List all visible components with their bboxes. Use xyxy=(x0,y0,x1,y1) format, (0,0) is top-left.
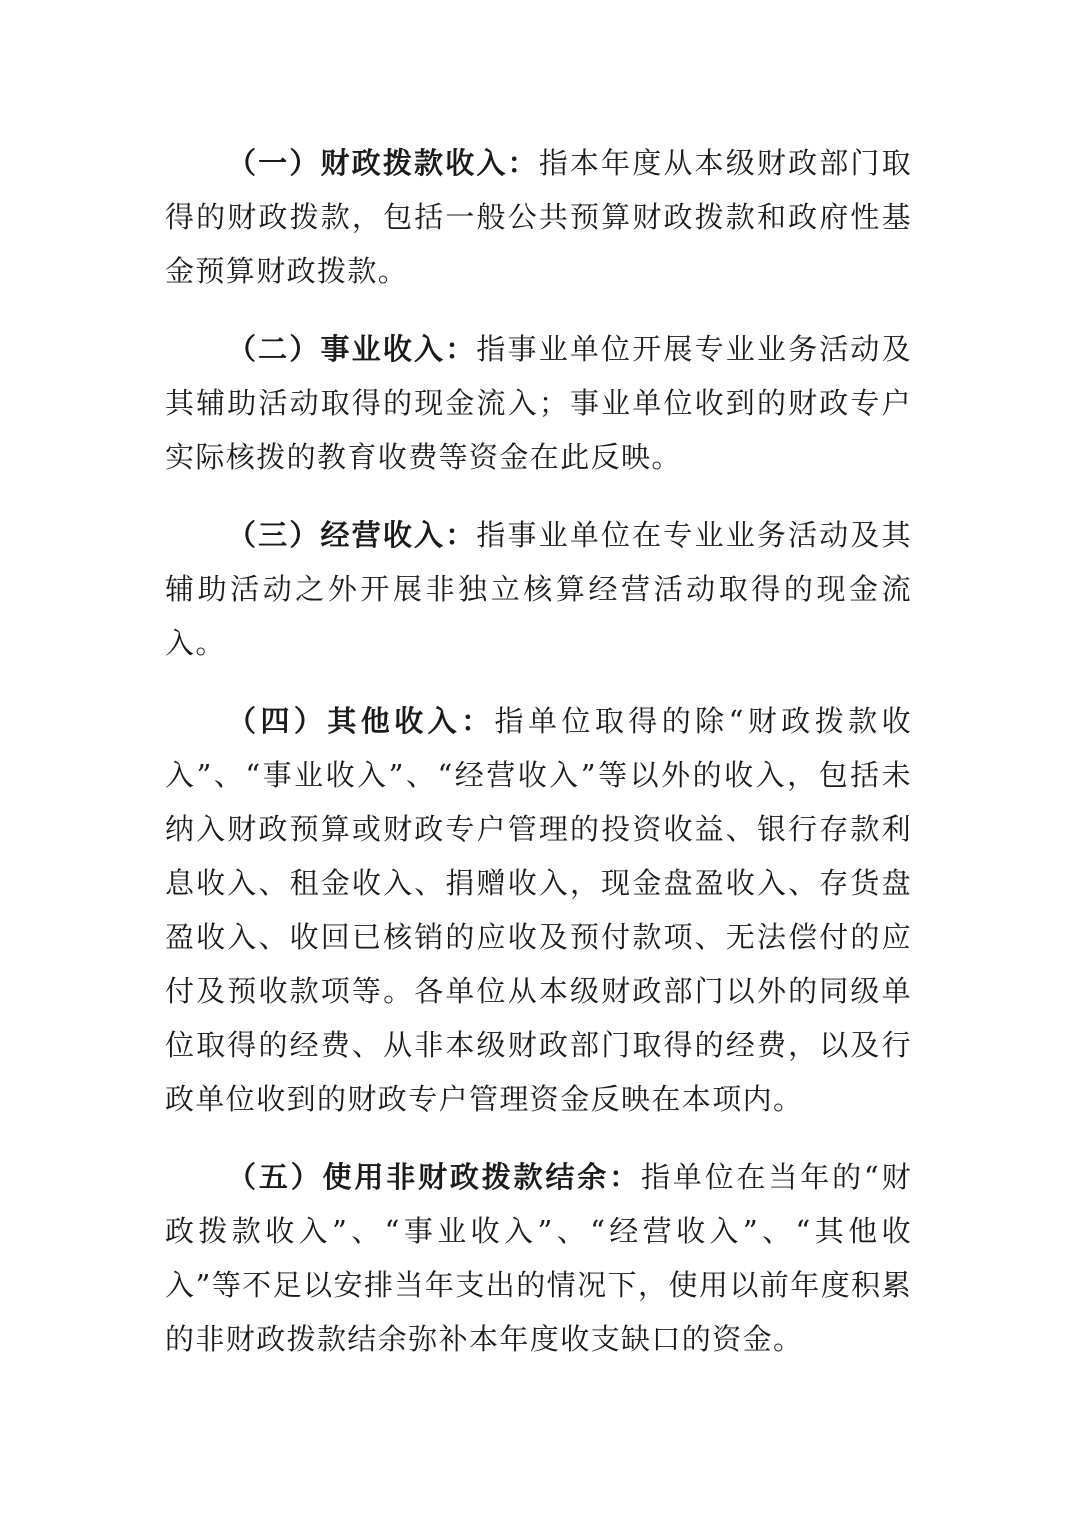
section-1-term: （一）财政拨款收入： xyxy=(227,146,539,180)
section-5-text: 指单位在当年的“财政拨款收入”、“事业收入”、“经营收入”、“其他收入”等不足以安排当年支出的情况下，使用以前年度积累的非财政拨款结余弥补本年度收支缺口的资金。 xyxy=(165,1160,912,1356)
section-2-text: 指事业单位开展专业业务活动及其辅助活动取得的现金流入；事业单位收到的财政专户实际核拨的教育收费等资金在此反映。 xyxy=(165,332,912,474)
section-3-term: （三）经营收入： xyxy=(227,518,477,552)
section-2 xyxy=(165,322,912,484)
section-3-text: 指事业单位在专业业务活动及其辅助活动之外开展非独立核算经营活动取得的现金流入。 xyxy=(165,518,912,660)
section-1 xyxy=(165,136,912,298)
section-3 xyxy=(165,508,912,670)
section-5 xyxy=(165,1150,912,1366)
section-4 xyxy=(165,694,912,1126)
section-5-term: （五）使用非财政拨款结余： xyxy=(227,1160,641,1194)
section-2-term: （二）事业收入： xyxy=(227,332,477,366)
section-1-text: 指本年度从本级财政部门取得的财政拨款，包括一般公共预算财政拨款和政府性基金预算财政拨款。 xyxy=(165,146,912,288)
document-body xyxy=(165,136,912,1390)
section-4-text: 指单位取得的除“财政拨款收入”、“事业收入”、“经营收入”等以外的收入，包括未纳入财政预算或财政专户管理的投资收益、银行存款利息收入、租金收入、捐赠收入，现金盘盈收入、存货盘盈收入、收回已核销的应收及预付款项、无法偿付的应付及预收款项等。各单位从本级财政部门以外的同级单位取得的经费、从非本级财政部门取得的经费，以及行政单位收到的财政专户管理资金反映在本项内。 xyxy=(165,704,913,1116)
section-4-term: （四）其他收入： xyxy=(227,704,495,738)
